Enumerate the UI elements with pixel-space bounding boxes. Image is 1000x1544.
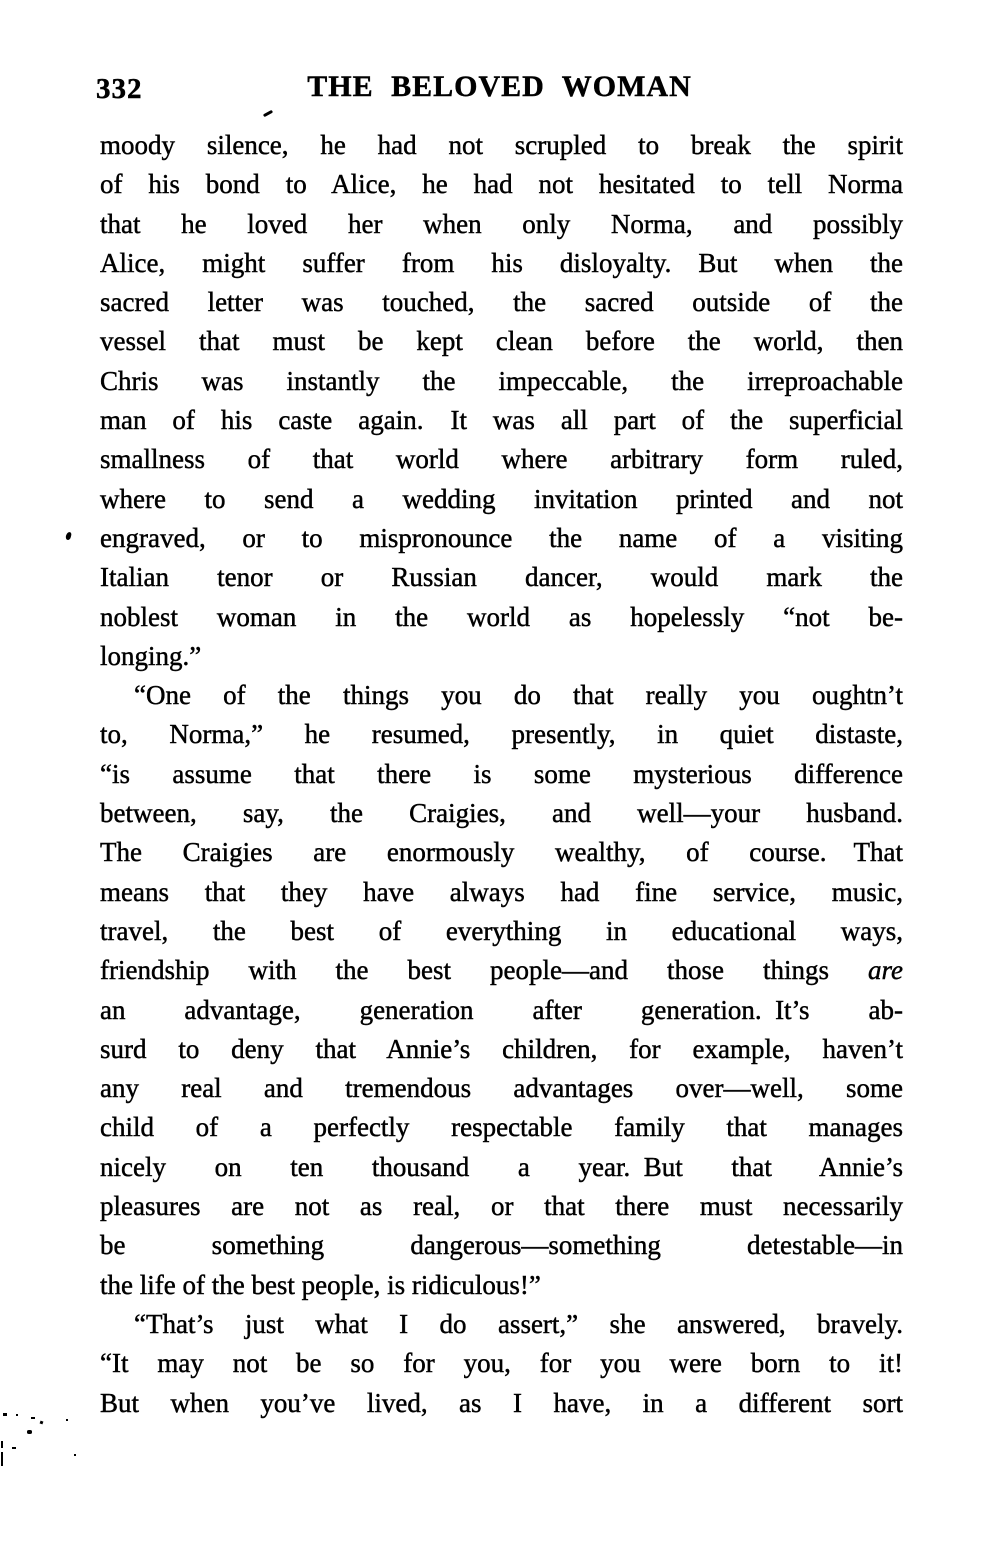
text-line: Chris was instantly the impeccable, the irreproachable <box>100 365 903 396</box>
scan-artifact <box>27 1430 32 1434</box>
scan-artifact <box>1 1441 3 1448</box>
text-line: But when you’ve lived, as I have, in a different sort <box>100 1387 903 1418</box>
text-line: moody silence, he had not scrupled to break the spirit <box>100 130 903 160</box>
text-line: nicely on ten thousand a year. But that Annie’s <box>100 1151 903 1182</box>
scan-artifact <box>263 110 273 117</box>
text-line: any real and tremendous advantages over—well, some <box>100 1073 903 1104</box>
text-line: child of a perfectly respectable family that manages <box>100 1112 903 1143</box>
text-line: “One of the things you do that really you oughtn’t <box>134 680 903 711</box>
text-line: longing.” <box>100 640 202 671</box>
text-line: noblest woman in the world as hopelessly “not be- <box>100 601 903 632</box>
scan-artifact <box>1 1452 3 1466</box>
text-line: travel, the best of everything in educational ways, <box>100 915 903 946</box>
scan-artifact <box>16 1414 18 1416</box>
scan-artifact <box>12 1447 16 1449</box>
text-line: vessel that must be kept clean before the world, then <box>100 326 903 357</box>
text-line: sacred letter was touched, the sacred outside of the <box>100 287 903 318</box>
page-number: 332 <box>96 73 143 105</box>
text-line: be something dangerous—something detestable—in <box>100 1230 903 1261</box>
scan-artifact <box>65 532 72 541</box>
text-line: friendship with the best people—and those things are <box>100 955 903 986</box>
text-line: pleasures are not as real, or that there must necessarily <box>100 1191 903 1222</box>
text-line: to, Norma,” he resumed, presently, in quiet distaste, <box>100 719 903 750</box>
scan-artifact <box>3 1413 7 1416</box>
text-line: means that they have always had fine service, music, <box>100 876 903 907</box>
running-title: THE BELOVED WOMAN <box>307 70 692 103</box>
text-line: “That’s just what I do assert,” she answered, bravely. <box>134 1308 903 1339</box>
text-line: an advantage, generation after generation. It’s ab- <box>100 994 903 1025</box>
text-line: “It may not be so for you, for you were born to it! <box>100 1348 903 1379</box>
text-line: man of his caste again. It was all part of the superficial <box>100 405 903 436</box>
text-line: the life of the best people, is ridiculous!” <box>100 1269 541 1300</box>
text-line: engraved, or to mispronounce the name of a visiting <box>100 522 903 553</box>
text-line: Alice, might suffer from his disloyalty. But when the <box>100 247 903 278</box>
text-block <box>100 126 903 1423</box>
page-header <box>96 70 903 110</box>
scan-artifact <box>66 1419 68 1421</box>
text-line: of his bond to Alice, he had not hesitated to tell Norma <box>100 169 903 200</box>
text-line: surd to deny that Annie’s children, for example, haven’t <box>100 1033 903 1064</box>
text-line: “is assume that there is some mysterious difference <box>100 758 903 789</box>
text-line: where to send a wedding invitation printed and not <box>100 483 903 514</box>
text-line: that he loved her when only Norma, and possibly <box>100 208 903 239</box>
scan-artifact <box>74 1454 76 1456</box>
scan-artifact <box>31 1417 35 1419</box>
scan-artifact <box>40 1421 44 1425</box>
text-line: between, say, the Craigies, and well—your husband. <box>100 798 903 829</box>
text-line: smallness of that world where arbitrary form ruled, <box>100 444 903 475</box>
text-line: Italian tenor or Russian dancer, would mark the <box>100 562 903 593</box>
text-line: The Craigies are enormously wealthy, of course. That <box>100 837 903 868</box>
